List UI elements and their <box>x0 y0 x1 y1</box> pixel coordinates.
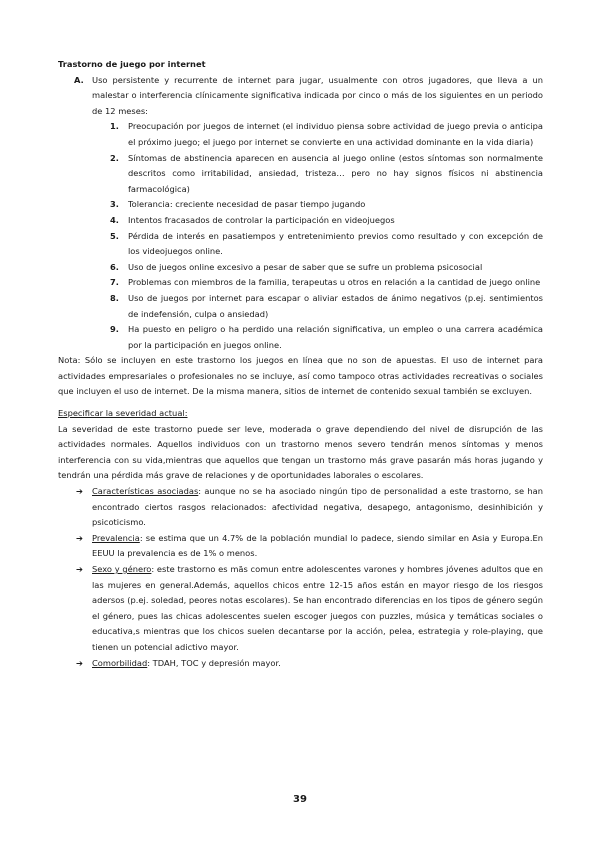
list-item <box>110 229 543 260</box>
item-text: Síntomas de abstinencia aparecen en ausencia al juego online (estos síntomas son normalmente descritos como irritabilidad, ansiedad, tristeza… pero no hay signos físicos ni abstinencia farmacológica) <box>128 152 543 194</box>
item-number: 5. <box>110 230 119 241</box>
list-item <box>110 322 543 353</box>
bullet-body: : se estima que un 4.7% de la población mundial lo padece, siendo similar en Asia y Europa.En EEUU la prevalencia es de 1% o menos. <box>92 532 543 559</box>
bullet-label: Comorbilidad <box>92 657 148 668</box>
criteria-list <box>58 119 543 353</box>
item-text: Problemas con miembros de la familia, terapeutas u otros en relación a la cantidad de juego online <box>128 277 541 288</box>
bullet-text <box>92 484 543 531</box>
criterion-a <box>74 73 543 120</box>
list-item <box>110 260 543 276</box>
bullet-text <box>92 531 543 562</box>
list-item <box>110 275 543 291</box>
bullet-body: : aunque no se ha asociado ningún tipo de personalidad a este trastorno, se han encontrado ciertos rasgos relacionados: afectividad negativa, desapego, antagonismo, desinhibición y psicoticismo. <box>92 486 543 528</box>
bullet-label: Características asociadas <box>92 486 199 497</box>
arrow-icon: ➔ <box>76 532 83 543</box>
item-text: Ha puesto en peligro o ha perdido una relación significativa, un empleo o una carrera académica por la participación en juegos online. <box>128 324 543 350</box>
item-number: 9. <box>110 324 119 335</box>
item-text: Tolerancia: creciente necesidad de pasar tiempo jugando <box>128 199 366 210</box>
arrow-icon: ➔ <box>76 657 83 668</box>
item-text: Uso de juegos por internet para escapar o aliviar estados de ánimo negativos (p.ej. sentimientos de indefensión, culpa o ansiedad) <box>128 292 543 319</box>
bullet-label: Prevalencia <box>92 532 140 543</box>
item-text: Preocupación por juegos de internet (el individuo piensa sobre actividad de juego previa o anticipa el próximo juego; el juego por internet se convierte en una actividad dominante en la vida diaria) <box>128 121 543 147</box>
bullet-body: : este trastorno es mãs comun entre adolescentes varones y hombres jóvenes adultos que en las mujeres en general.Además, aquellos chicos entre 12-15 años están en mayor riesgo de los riesgos adersos (p.ej. soledad, peores notas escolares). Se han encontrado diferencias en los tipos de género según el género, pues las chicas adolescentes suelen escoger juegos con puzzles, música y temáticas sociales o educativa,s mientras que los chicos suelen decantarse por la acción, pelea, estrategia y role-playing, que tienen un potencial adictivo mayor. <box>92 564 544 652</box>
bullet-label: Sexo y género <box>92 564 152 574</box>
page-content <box>58 57 543 671</box>
item-text: Pérdida de interés en pasatiempos y entretenimiento previos como resultado y con excepción de los videojuegos online. <box>128 230 543 257</box>
bullet-text <box>92 656 543 672</box>
severity-heading: Especificar la severidad actual: <box>58 408 188 419</box>
page-number: 39 <box>293 794 307 805</box>
list-item <box>76 656 543 672</box>
criterion-a-label: A. <box>74 74 84 85</box>
list-item <box>110 119 543 150</box>
criterion-a-text: Uso persistente y recurrente de internet para jugar, usualmente con otros jugadores, que lleva a un malestar o interferencia clínicamente significativa indicada por cinco o más de los siguientes en un periodo de 12 meses: <box>92 74 543 116</box>
list-item <box>76 562 543 656</box>
item-number: 8. <box>110 292 119 303</box>
list-item <box>110 291 543 322</box>
list-item <box>110 151 543 198</box>
item-number: 3. <box>110 199 119 210</box>
bullet-text <box>92 562 543 656</box>
list-item <box>76 484 543 531</box>
item-text: Uso de juegos online excesivo a pesar de saber que se sufre un problema psicosocial <box>128 261 483 272</box>
arrow-icon: ➔ <box>76 486 83 497</box>
section-title: Trastorno de juego por internet <box>58 59 206 69</box>
details-list <box>58 484 543 671</box>
arrow-icon: ➔ <box>76 564 83 574</box>
item-number: 2. <box>110 152 119 163</box>
note-paragraph: Nota: Sólo se incluyen en este trastorno los juegos en línea que no son de apuestas. El uso de internet para actividades empresariales o profesionales no se incluye, así como tampoco otras actividades recreativas o sociales que incluyen el uso de internet. De la misma manera, sitios de internet de contenido sexual también se excluyen. <box>58 355 543 397</box>
severity-paragraph: La severidad de este trastorno puede ser leve, moderada o grave dependiendo del nivel de disrupción de las actividades normales. Aquellos individuos con un trastorno menos severo tendrán menos síntomas y menos interferencia con su vida,mientras que aquellos que tengan un trastorno más grave pasarán más horas jugando y tendrán una pérdida más grave de relaciones y de oportunidades laborales o escolares. <box>58 423 543 481</box>
bullet-body: : TDAH, TOC y depresión mayor. <box>147 657 281 668</box>
list-item <box>76 531 543 562</box>
item-text: Intentos fracasados de controlar la participación en videojuegos <box>128 214 395 225</box>
list-item <box>110 197 543 213</box>
item-number: 6. <box>110 261 119 272</box>
list-item <box>110 213 543 229</box>
item-number: 1. <box>110 121 119 132</box>
item-number: 4. <box>110 214 119 225</box>
item-number: 7. <box>110 277 119 288</box>
